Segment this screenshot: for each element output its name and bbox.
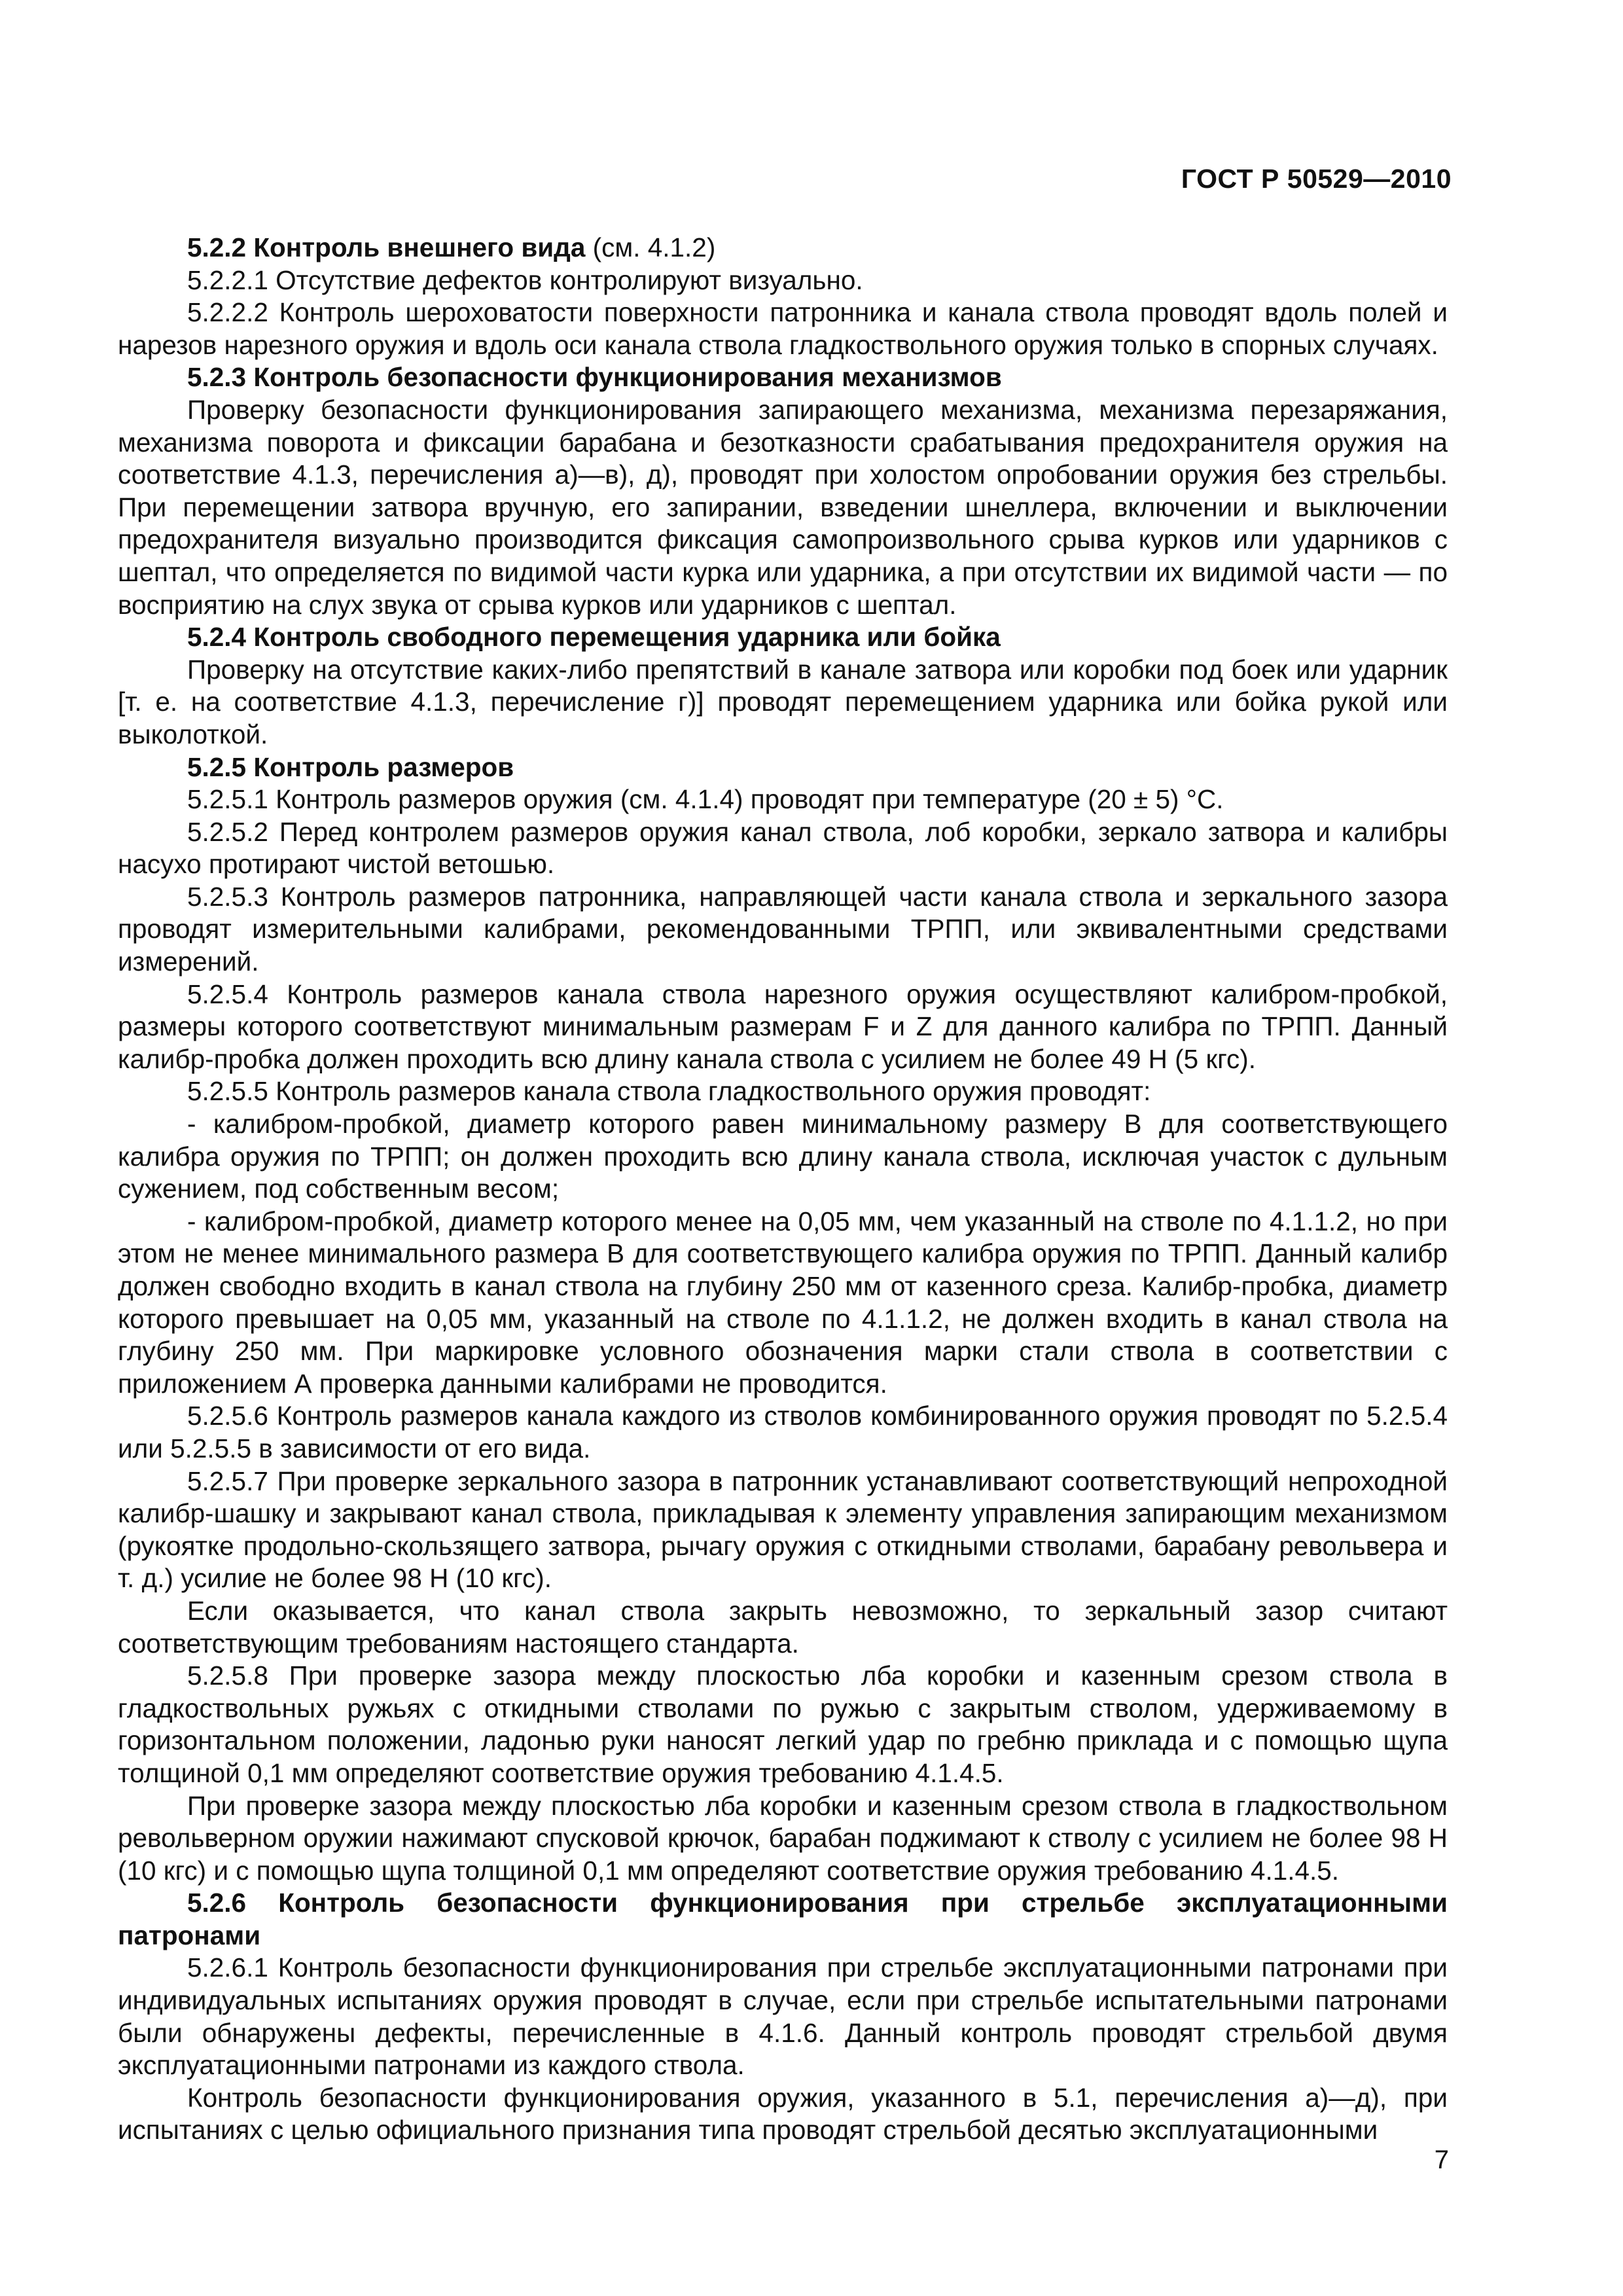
section-heading — [118, 232, 1448, 264]
section-heading-bold: 5.2.6 Контроль безопасности функционирования при стрельбе эксплуатационными патронами — [118, 1888, 1448, 1950]
paragraph: 5.2.5.7 При проверке зеркального зазора в патронник устанавливают соответствующий непроходной калибр-шашку и закрывают канал ствола, прикладывая к элементу управления запирающим механизмом (рукоятке продольно-скользящего затвора, рычагу оружия с откидными стволами, барабану револьвера и т. д.) усилие не более 98 Н (10 кгс). — [118, 1465, 1448, 1594]
section-heading — [118, 621, 1448, 654]
section-heading-ref: (см. 4.1.2) — [585, 232, 716, 262]
paragraph: Контроль безопасности функционирования оружия, указанного в 5.1, перечисления а)—д), при испытаниях с целью официального признания типа проводят стрельбой десятью эксплуатационными — [118, 2082, 1448, 2145]
paragraph: Проверку на отсутствие каких-либо препятствий в канале затвора или коробки под боек или ударник [т. е. на соответствие 4.1.3, перечисление г)] проводят перемещением ударника или бойка рукой или выколоткой. — [118, 654, 1448, 749]
section-heading-bold: 5.2.3 Контроль безопасности функционирования механизмов — [187, 362, 1002, 393]
paragraph: Проверку безопасности функционирования запирающего механизма, механизма перезаряжания, механизма поворота и фиксации барабана и безотказности срабатывания предохранителя оружия на соответствие 4.1.3, перечисления а)—в), д), проводят при холостом опробовании оружия без стрельбы. При перемещении затвора вручную, его запирании, взведении шнеллера, включении и выключении предохранителя визуально производится фиксация самопроизвольного срыва курков или ударников с шептал, что определяется по видимой части курка или ударника, а при отсутствии их видимой части — по восприятию на слух звука от срыва курков или ударников с шептал. — [118, 394, 1448, 620]
paragraph: При проверке зазора между плоскостью лба коробки и казенным срезом ствола в гладкоствольном револьверном оружии нажимают спусковой крючок, барабан поджимают к стволу с усилием не более 98 Н (10 кгс) и с помощью щупа толщиной 0,1 мм определяют соответствие оружия требованию 4.1.4.5. — [118, 1790, 1448, 1886]
section-heading — [118, 1887, 1448, 1952]
page-number: 7 — [1434, 2145, 1449, 2174]
paragraph: 5.2.5.2 Перед контролем размеров оружия канал ствола, лоб коробки, зеркало затвора и калибры насухо протирают чистой ветошью. — [118, 816, 1448, 880]
list-item: - калибром-пробкой, диаметр которого равен минимальному размеру В для соответствующего калибра оружия по ТРПП; он должен проходить всю длину канала ствола, исключая участок с дульным сужением, под собственным весом; — [118, 1109, 1448, 1204]
paragraph: 5.2.2.2 Контроль шероховатости поверхности патронника и канала ствола проводят вдоль полей и нарезов нарезного оружия и вдоль оси канала ствола гладкоствольного оружия только в спорных случаях. — [118, 297, 1448, 360]
document-body — [118, 232, 1448, 2147]
paragraph: Если оказывается, что канал ствола закрыть невозможно, то зеркальный зазор считают соответствующим требованиям настоящего стандарта. — [118, 1595, 1448, 1659]
section-heading-bold: 5.2.4 Контроль свободного перемещения ударника или бойка — [187, 622, 1001, 653]
section-heading-bold: 5.2.2 Контроль внешнего вида — [187, 232, 586, 262]
paragraph: 5.2.5.5 Контроль размеров канала ствола гладкоствольного оружия проводят: — [187, 1076, 1151, 1107]
paragraph: 5.2.5.3 Контроль размеров патронника, направляющей части канала ствола и зеркального зазора проводят измерительными калибрами, рекомендованными ТРПП, или эквивалентными средствами измерений. — [118, 881, 1448, 977]
paragraph: 5.2.5.4 Контроль размеров канала ствола нарезного оружия осуществляют калибром-пробкой, размеры которого соответствуют минимальным размерам F и Z для данного калибра по ТРПП. Данный калибр-пробка должен проходить всю длину канала ствола с усилием не более 49 Н (5 кгс). — [118, 978, 1448, 1074]
paragraph: 5.2.5.6 Контроль размеров канала каждого из стволов комбинированного оружия проводят по 5.2.5.4 или 5.2.5.5 в зависимости от его вида. — [118, 1401, 1448, 1463]
paragraph: 5.2.5.8 При проверке зазора между плоскостью лба коробки и казенным срезом ствола в гладкоствольных ружьях с откидными стволами по ружью с закрытым стволом, удерживаемому в горизонтальном положении, ладонью руки наносят легкий удар по гребню приклада и с помощью щупа толщиной 0,1 мм определяют соответствие оружия требованию 4.1.4.5. — [118, 1660, 1448, 1788]
section-heading-bold: 5.2.5 Контроль размеров — [187, 751, 514, 782]
paragraph: 5.2.6.1 Контроль безопасности функционирования при стрельбе эксплуатационными патронами при индивидуальных испытаниях оружия проводят в случае, если при стрельбе испытательными патронами были обнаружены дефекты, перечисленные в 4.1.6. Данный контроль проводят стрельбой двумя эксплуатационными патронами из каждого ствола. — [118, 1952, 1448, 2081]
paragraph: 5.2.5.1 Контроль размеров оружия (см. 4.1.4) проводят при температуре (20 ± 5) °С. — [187, 784, 1224, 815]
section-heading — [118, 751, 1448, 784]
list-item: - калибром-пробкой, диаметр которого менее на 0,05 мм, чем указанный на стволе по 4.1.1.2, но при этом не менее минимального размера В для соответствующего калибра оружия по ТРПП. Данный калибр должен свободно входить в канал ствола на глубину 250 мм от казенного среза. Калибр-пробка, диаметр которого превышает на 0,05 мм, указанный на стволе по 4.1.1.2, не должен входить в канал ствола на глубину 250 мм. При маркировке условного обозначения марки стали ствола в соответствии с приложением А проверка данными калибрами не проводится. — [118, 1206, 1448, 1399]
paragraph: 5.2.2.1 Отсутствие дефектов контролируют визуально. — [187, 264, 863, 295]
document-code-header: ГОСТ Р 50529—2010 — [1181, 164, 1452, 194]
section-heading — [118, 361, 1448, 394]
